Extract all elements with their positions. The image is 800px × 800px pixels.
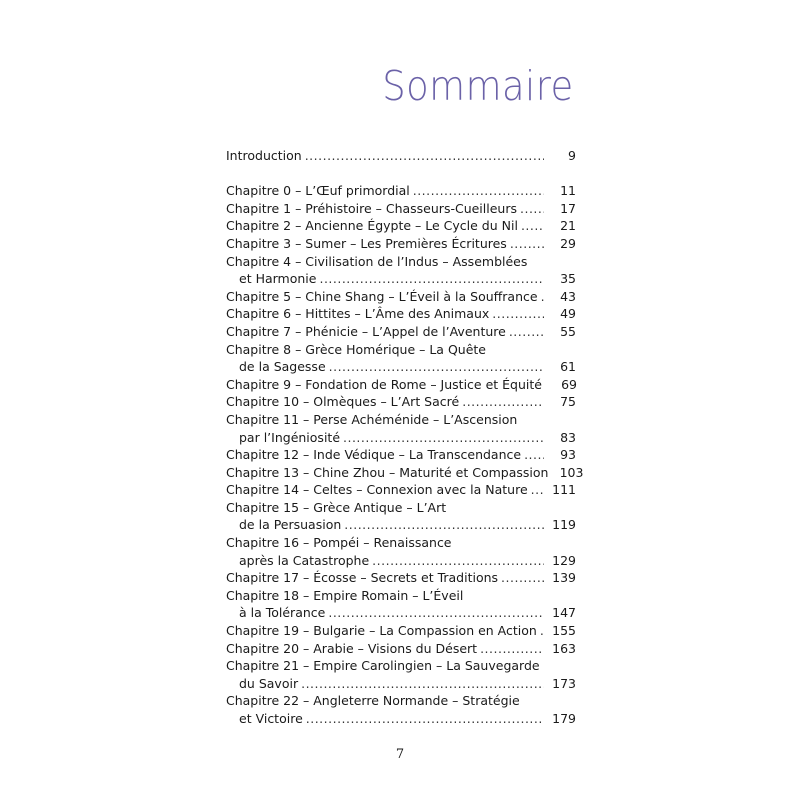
dot-leader xyxy=(328,604,544,622)
toc-entry-title: à la Tolérance xyxy=(239,605,326,621)
toc-entry-title: et Victoire xyxy=(239,711,303,726)
toc-entry-title: Chapitre 1 – Préhistoire – Chasseurs-Cueilleurs xyxy=(226,200,517,216)
toc-entry xyxy=(226,341,576,376)
toc-page-number: 17 xyxy=(560,200,576,216)
toc-entry-line xyxy=(226,323,576,341)
toc-entry-title: Chapitre 8 – Grèce Homérique – La Quête xyxy=(226,341,486,357)
toc-entry-line xyxy=(226,692,576,710)
toc-entry-line xyxy=(226,516,576,534)
toc-entry-line xyxy=(226,305,576,323)
dot-leader xyxy=(372,552,544,570)
dot-leader xyxy=(413,182,544,200)
toc-entry-title: Chapitre 19 – Bulgarie – La Compassion en Action xyxy=(226,623,537,639)
toc-page-number: 111 xyxy=(552,482,576,498)
toc-entry-title: Chapitre 4 – Civilisation de l’Indus – Assemblées xyxy=(226,253,528,269)
toc-entry-title: après la Catastrophe xyxy=(239,552,370,568)
toc-entry xyxy=(226,217,576,235)
toc-entry xyxy=(226,305,576,323)
toc-entry xyxy=(226,657,576,692)
toc-page-number: 49 xyxy=(560,306,576,322)
toc-entry xyxy=(226,569,576,587)
toc-entry xyxy=(226,323,576,341)
dot-leader xyxy=(462,393,544,411)
toc-entry-line xyxy=(226,569,576,587)
toc-entry-title: Chapitre 14 – Celtes – Connexion avec la Nature xyxy=(226,482,528,498)
toc-entry-line xyxy=(226,657,576,675)
dot-leader xyxy=(480,640,544,658)
toc-page-number: 55 xyxy=(560,323,576,339)
toc-page-number: 173 xyxy=(552,675,576,691)
toc-page-number: 93 xyxy=(560,447,576,463)
toc-entry-title: Chapitre 6 – Hittites – L’Âme des Animaux xyxy=(226,306,490,322)
table-of-contents xyxy=(226,147,584,728)
toc-page-number: 29 xyxy=(560,235,576,251)
toc-entry-title: Chapitre 0 – L’Œuf primordial xyxy=(226,183,410,199)
toc-entry xyxy=(226,499,576,534)
toc-entry-line xyxy=(226,464,584,482)
dot-leader xyxy=(305,147,544,165)
toc-page-number: 11 xyxy=(560,183,576,199)
toc-entry xyxy=(226,182,576,200)
toc-page-number: 179 xyxy=(552,711,576,726)
toc-entry-line xyxy=(226,675,576,693)
toc-page-number: 119 xyxy=(552,517,576,533)
toc-entry-line xyxy=(226,429,576,447)
toc-entry-line xyxy=(226,217,576,235)
toc-entry-title: Chapitre 11 – Perse Achéménide – L’Ascension xyxy=(226,411,518,427)
page-title: Sommaire xyxy=(382,62,574,110)
toc-entry xyxy=(226,622,576,640)
toc-entry-line xyxy=(226,481,576,499)
toc-entry xyxy=(226,692,576,727)
toc-page-number: 21 xyxy=(560,218,576,234)
toc-page-number: 43 xyxy=(560,288,576,304)
toc-entry-line xyxy=(226,710,576,728)
dot-leader xyxy=(501,569,544,587)
dot-leader xyxy=(301,675,544,693)
toc-entry-line xyxy=(226,358,576,376)
toc-entry xyxy=(226,464,584,482)
toc-page-number: 163 xyxy=(552,640,576,656)
toc-entry-line xyxy=(226,235,576,253)
toc-page-number: 69 xyxy=(561,376,577,392)
toc-entry xyxy=(226,393,576,411)
toc-entry-title: Chapitre 18 – Empire Romain – L’Éveil xyxy=(226,587,464,603)
toc-entry-title: du Savoir xyxy=(239,675,299,691)
toc-entry xyxy=(226,411,576,446)
toc-entry-line xyxy=(226,341,576,359)
dot-leader xyxy=(492,305,544,323)
dot-leader xyxy=(541,288,544,306)
toc-entry-title: Chapitre 17 – Écosse – Secrets et Traditions xyxy=(226,570,499,586)
toc-page-number: 103 xyxy=(559,464,584,480)
toc-entry-line xyxy=(226,534,576,552)
toc-page-number: 35 xyxy=(560,271,576,287)
toc-entry-line xyxy=(226,288,576,306)
dot-leader xyxy=(540,622,544,640)
dot-leader xyxy=(319,270,544,288)
page-number: 7 xyxy=(395,747,405,762)
toc-entry-title: Chapitre 2 – Ancienne Égypte – Le Cycle du Nil xyxy=(226,218,518,234)
dot-leader xyxy=(510,235,544,253)
toc-entry-line xyxy=(226,253,576,271)
toc-entry-title: Chapitre 13 – Chine Zhou – Maturité et Compassion xyxy=(226,464,549,480)
dot-leader xyxy=(344,516,544,534)
toc-entry xyxy=(226,200,576,218)
toc-entry-title: Chapitre 20 – Arabie – Visions du Désert xyxy=(226,640,478,656)
toc-entry xyxy=(226,446,576,464)
dot-leader xyxy=(520,200,544,218)
toc-entry xyxy=(226,288,576,306)
toc-page-number: 129 xyxy=(552,552,576,568)
toc-entry-line xyxy=(226,393,576,411)
toc-page-number: 147 xyxy=(552,605,576,621)
toc-page-number: 9 xyxy=(568,148,576,163)
toc-entry-title: Chapitre 16 – Pompéi – Renaissance xyxy=(226,535,452,551)
toc-entry-line xyxy=(226,200,576,218)
toc-entry-line xyxy=(226,499,576,517)
toc-entry-title: de la Persuasion xyxy=(239,517,342,533)
toc-entry-line xyxy=(226,640,576,658)
dot-leader xyxy=(329,358,544,376)
toc-entry-line xyxy=(226,182,576,200)
toc-entry-title: Chapitre 10 – Olmèques – L’Art Sacré xyxy=(226,394,460,410)
toc-entry-title: de la Sagesse xyxy=(239,359,326,375)
toc-entry xyxy=(226,481,576,499)
toc-entry-line xyxy=(226,147,576,165)
toc-entry-line xyxy=(226,622,576,640)
toc-entry-title: Chapitre 7 – Phénicie – L’Appel de l’Aventure xyxy=(226,323,506,339)
toc-page-number: 83 xyxy=(560,429,576,445)
toc-entry xyxy=(226,147,576,165)
dot-leader xyxy=(306,710,544,728)
toc-entry-line xyxy=(226,270,576,288)
toc-entry xyxy=(226,640,576,658)
toc-entry xyxy=(226,376,576,394)
toc-entry-title: Chapitre 21 – Empire Carolingien – La Sauvegarde xyxy=(226,658,540,674)
dot-leader xyxy=(524,446,544,464)
toc-entry-title: Introduction xyxy=(226,148,302,163)
toc-page-number: 139 xyxy=(552,570,576,586)
toc-entry-line xyxy=(226,552,576,570)
toc-entry-title: Chapitre 9 – Fondation de Rome – Justice et Équité xyxy=(226,376,542,392)
toc-entry xyxy=(226,587,576,622)
toc-entry xyxy=(226,534,576,569)
dot-leader xyxy=(343,429,544,447)
toc-page-number: 75 xyxy=(560,394,576,410)
toc-entry-title: et Harmonie xyxy=(239,271,317,287)
dot-leader xyxy=(521,217,544,235)
toc-entry-title: Chapitre 12 – Inde Védique – La Transcendance xyxy=(226,447,522,463)
toc-entry-title: Chapitre 5 – Chine Shang – L’Éveil à la Souffrance xyxy=(226,288,538,304)
toc-entry-line xyxy=(226,376,576,394)
toc-entry xyxy=(226,235,576,253)
dot-leader xyxy=(531,481,544,499)
toc-entry-title: Chapitre 3 – Sumer – Les Premières Écritures xyxy=(226,235,507,251)
toc-entry-line xyxy=(226,411,576,429)
dot-leader xyxy=(509,323,544,341)
toc-page-number: 155 xyxy=(552,623,576,639)
toc-entry-title: Chapitre 15 – Grèce Antique – L’Art xyxy=(226,499,447,515)
toc-entry-line xyxy=(226,446,576,464)
toc-entry-title: Chapitre 22 – Angleterre Normande – Stratégie xyxy=(226,693,520,709)
toc-entry xyxy=(226,253,576,288)
toc-page-number: 61 xyxy=(560,359,576,375)
toc-entry-title: par l’Ingéniosité xyxy=(239,429,341,445)
toc-entry-line xyxy=(226,587,576,605)
toc-entry-line xyxy=(226,604,576,622)
